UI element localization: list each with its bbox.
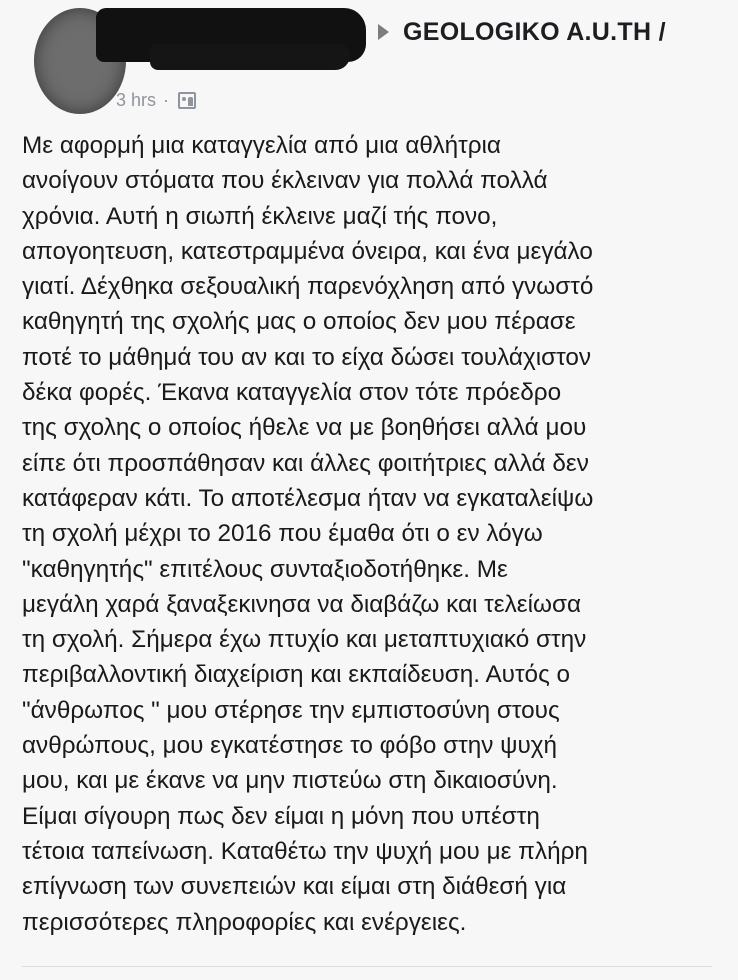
post-text-line: ανθρώπους, μου εγκατέστησε το φόβο στην ψυχή [22,732,558,760]
post-text-line: τη σχολή. Σήμερα έχω πτυχίο και μεταπτυχιακό στην [22,626,587,654]
post-divider [22,966,712,967]
post-text-line: ποτέ το μάθημά του αν και το είχα δώσει τουλάχιστον [22,343,592,371]
meta-separator: · [163,90,170,110]
page-name[interactable]: GEOLOGIKO A.U.TH / [403,17,666,46]
post-text-line: περισσότερες πληροφορίες και ενέργειες. [22,908,467,936]
post-text-line: κατάφεραν κάτι. Το αποτέλεσμα ήταν να εγκαταλείψω [22,484,594,512]
post-text-line: χρόνια. Αυτή η σιωπή έκλεινε μαζί τής πονο, [22,202,498,230]
post-text-line: γιατί. Δέχθηκα σεξουαλική παρενόχληση από γνωστό [22,273,594,301]
post-text-line: περιβαλλοντική διαχείριση και εκπαίδευση. Αυτός ο [22,661,571,689]
post-header [0,0,738,120]
post-text-line: Με αφορμή μια καταγγελία από μια αθλήτρια [22,132,501,159]
shared-to-page[interactable] [378,14,666,50]
post-text-line: τέτοια ταπείνωση. Καταθέτω την ψυχή μου με πλήρη [22,837,588,865]
right-triangle-icon [378,24,389,40]
post-text-line: ανοίγουν στόματα που έκλειναν για πολλά πολλά [22,167,548,195]
post-text-line: "καθηγητής" επιτέλους συνταξιοδοτήθηκε. Με [22,555,508,583]
post-text-line: μεγάλη χαρά ξαναξεκινησα να διαβάζω και τελείωσα [22,590,581,618]
post-text-line: είπε ότι προσπάθησαν και άλλες φοιτήτριες αλλά δεν [22,449,589,477]
timestamp[interactable]: 3 hrs [116,90,157,110]
post-text-line: "άνθρωπος " μου στέρησε την εμπιστοσύνη στους [22,696,560,724]
post-body [22,128,722,940]
post-text-line: της σχολης ο οποίος ήθελε να με βοηθήσει αλλά μου [22,414,587,442]
post-meta [116,90,196,111]
redacted-author-name-extra [150,44,350,70]
post-text-line: τη σχολή μέχρι το 2016 που έμαθα ότι ο εν λόγω [22,520,543,548]
post-text-line: επίγνωση των συνεπειών και είμαι στη διάθεσή για [22,873,567,901]
post-text-line: απογοητευση, κατεστραμμένα όνειρα, και ένα μεγάλο [22,237,593,265]
group-icon[interactable] [178,92,196,109]
post-text-line: Είμαι σίγουρη πως δεν είμαι η μόνη που υπέστη [22,802,540,830]
post-text-line: καθηγητή της σχολής μας ο οποίος δεν μου πέρασε [22,308,576,336]
post-text-line: δέκα φορές. Έκανα καταγγελία στον τότε πρόεδρο [22,379,562,407]
post-text-line: μου, και με έκανε να μην πιστεύω στη δικαιοσύνη. [22,767,558,795]
